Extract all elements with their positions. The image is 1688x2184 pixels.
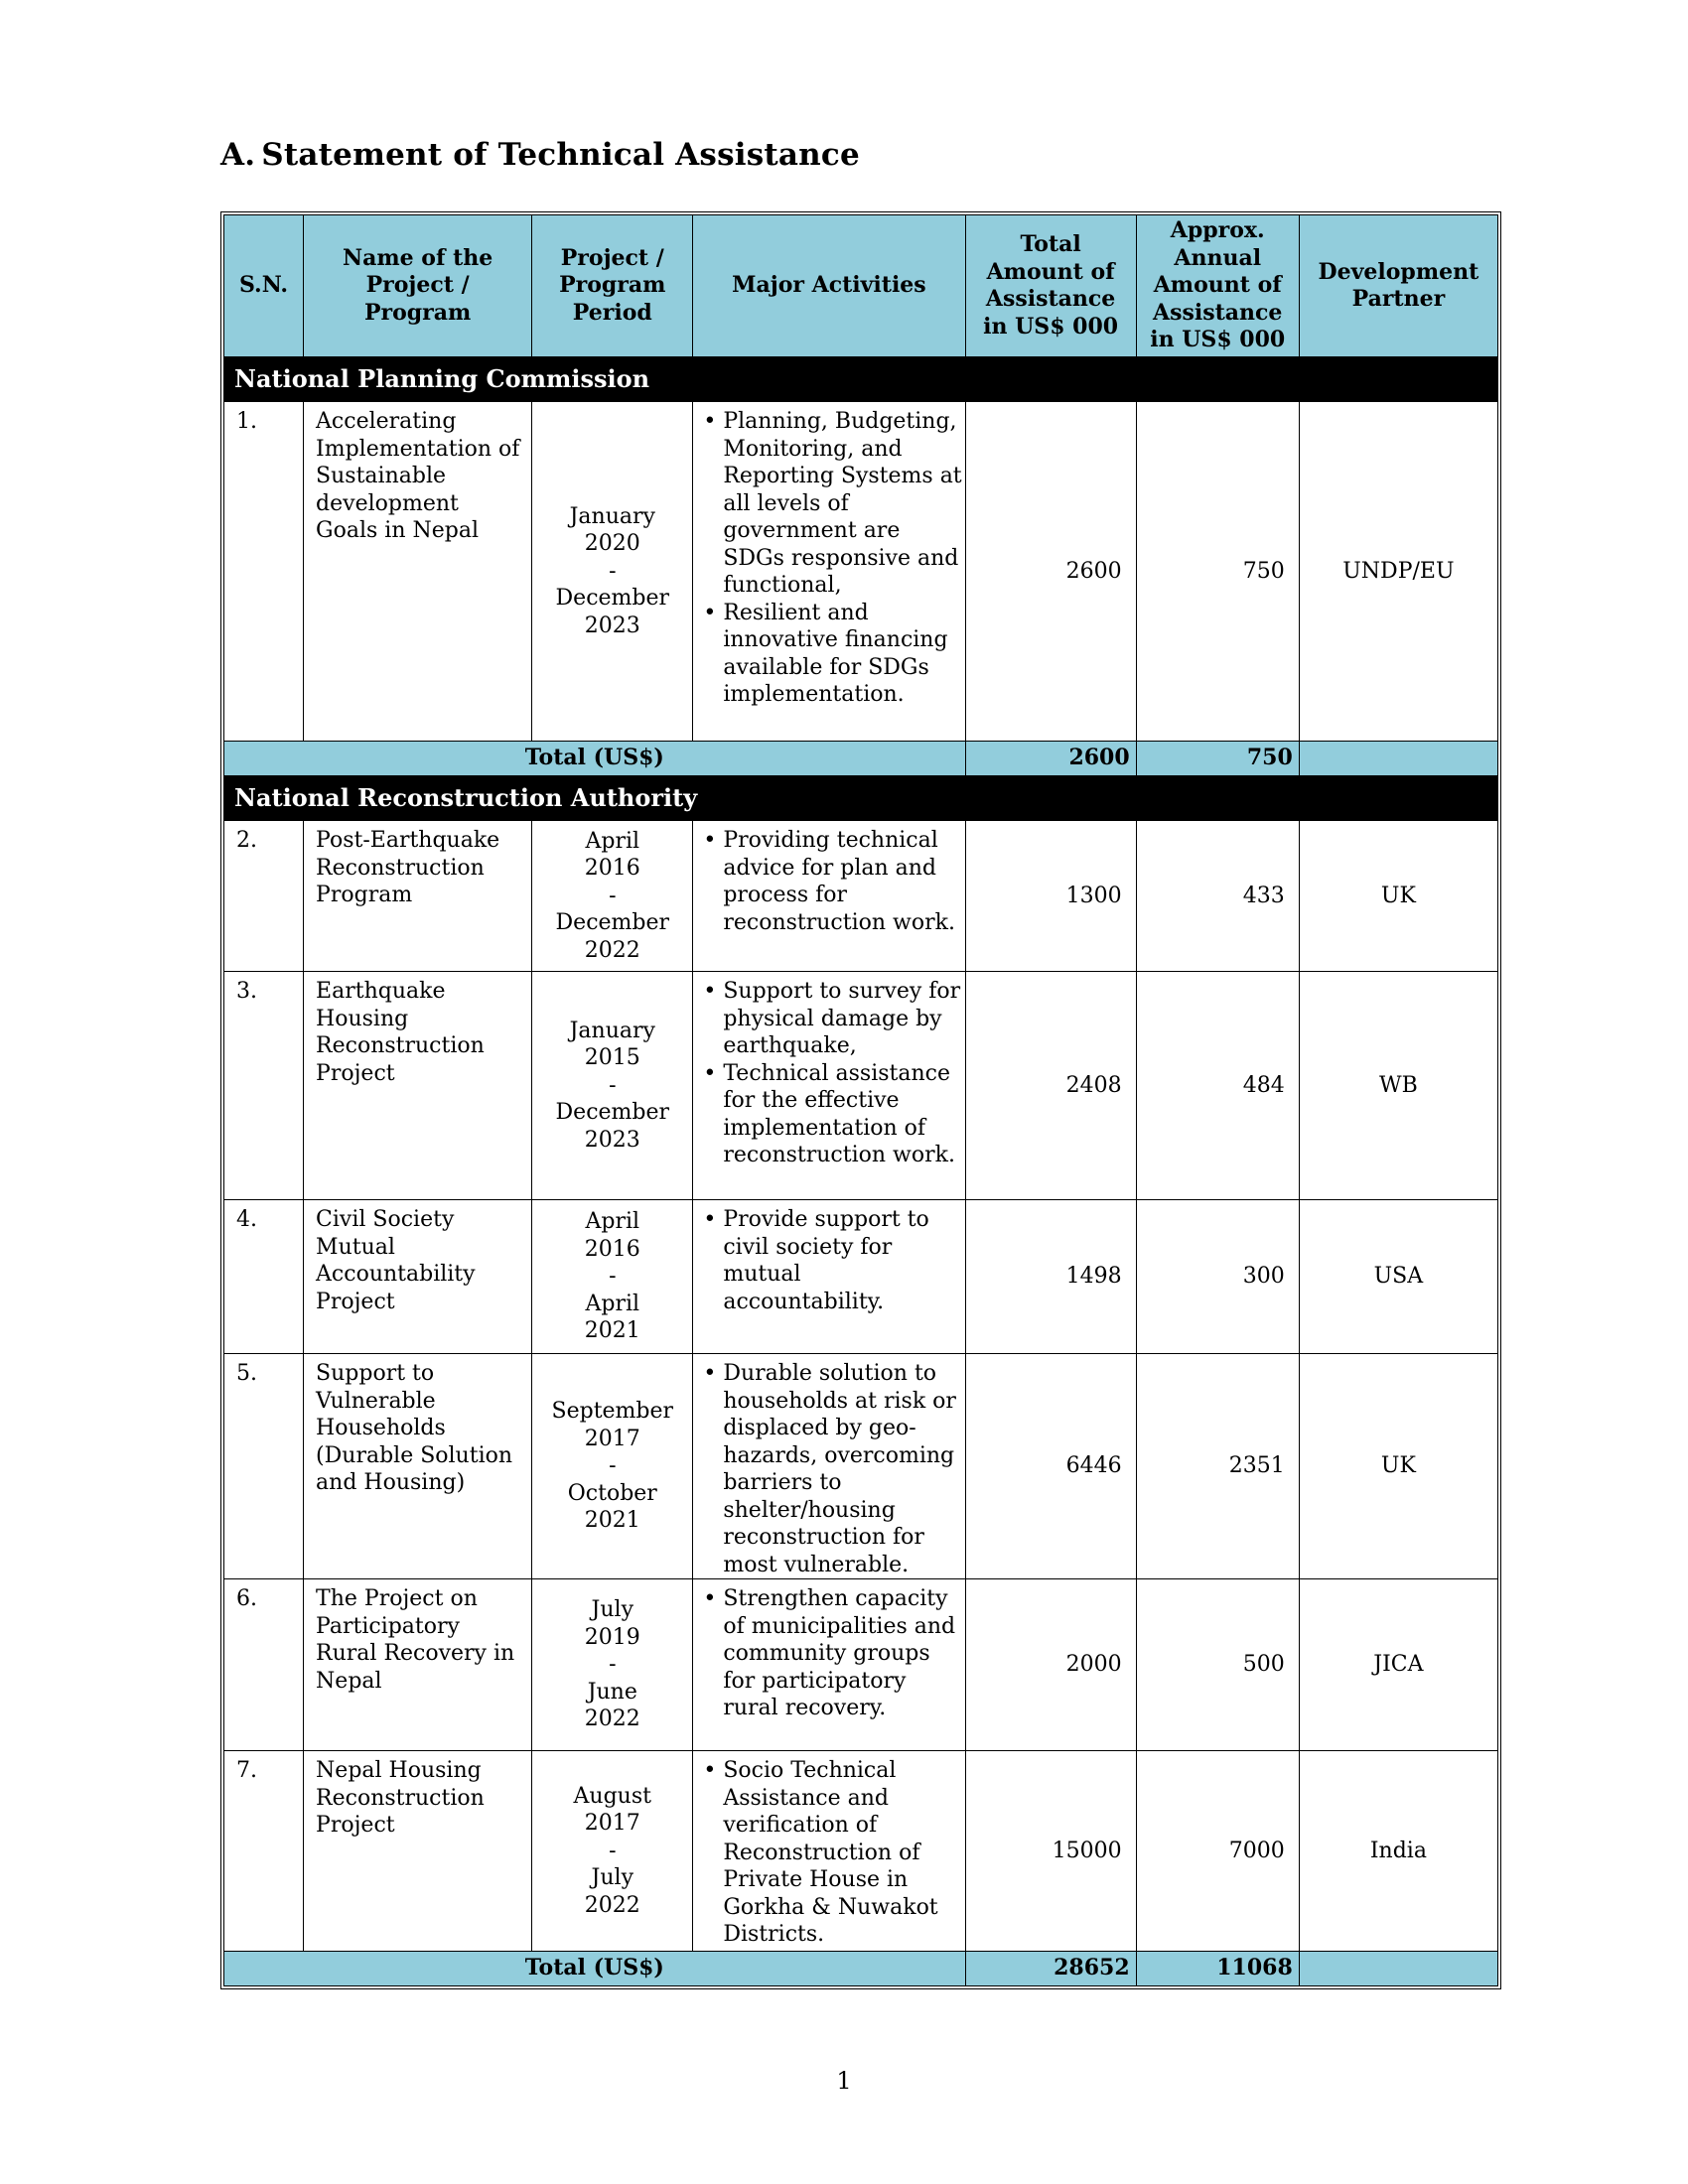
period-line: 2023 — [584, 1127, 640, 1153]
technical-assistance-table-frame — [220, 211, 1501, 1989]
activity-item: • Planning, Budgeting, Monitoring, and Reporting Systems at all levels of government are SDGs responsive and functional, — [701, 408, 964, 600]
period-line: January — [569, 503, 655, 529]
col-header-total: Total Amount of Assistance in US$ 000 — [965, 215, 1136, 357]
major-activities — [693, 972, 965, 1200]
activities-list — [701, 1585, 964, 1722]
project-period — [532, 972, 693, 1200]
section-total-amount: 2600 — [965, 742, 1136, 776]
section-title: National Reconstruction Authority — [224, 776, 1498, 821]
period-line: 2021 — [584, 1508, 640, 1534]
table-row — [224, 1354, 1498, 1579]
period-line: January — [569, 1018, 655, 1043]
total-row — [224, 742, 1498, 776]
period-line: June — [587, 1679, 637, 1705]
period-line: April — [585, 1291, 640, 1316]
total-amount: 15000 — [965, 1751, 1136, 1952]
table-row — [224, 1751, 1498, 1952]
table-row — [224, 821, 1498, 972]
total-amount: 2600 — [965, 402, 1136, 742]
development-partner: JICA — [1299, 1579, 1497, 1751]
serial-number: 2. — [224, 821, 304, 972]
period-line: 2020 — [584, 531, 640, 557]
activity-item: • Support to survey for physical damage by earthquake, — [701, 978, 964, 1060]
col-header-name: Name of the Project / Program — [304, 215, 532, 357]
period-line: August — [573, 1783, 651, 1809]
serial-number: 5. — [224, 1354, 304, 1579]
total-partner-empty — [1299, 1952, 1497, 1986]
col-header-period: Project / Program Period — [532, 215, 693, 357]
serial-number: 4. — [224, 1200, 304, 1354]
activity-item: • Providing technical advice for plan and process for reconstruction work. — [701, 827, 964, 936]
period-line: 2022 — [584, 1706, 640, 1732]
annual-amount: 750 — [1136, 402, 1299, 742]
total-amount: 2408 — [965, 972, 1136, 1200]
table-body — [224, 357, 1498, 1986]
major-activities — [693, 1579, 965, 1751]
activity-item: • Technical assistance for the effective implementation of reconstruction work. — [701, 1060, 964, 1169]
development-partner: India — [1299, 1751, 1497, 1952]
section-total-amount: 28652 — [965, 1952, 1136, 1986]
period-line: April — [585, 1209, 640, 1235]
activity-item: • Socio Technical Assistance and verification of Reconstruction of Private House in Gorkha & Nuwakot Districts. — [701, 1757, 964, 1949]
period-line: 2017 — [584, 1811, 640, 1837]
table-row — [224, 972, 1498, 1200]
section-title: National Planning Commission — [224, 357, 1498, 402]
serial-number: 7. — [224, 1751, 304, 1952]
total-label: Total (US$) — [224, 742, 966, 776]
section-row — [224, 776, 1498, 821]
annual-amount: 7000 — [1136, 1751, 1299, 1952]
total-amount: 2000 — [965, 1579, 1136, 1751]
total-row — [224, 1952, 1498, 1986]
total-amount: 1498 — [965, 1200, 1136, 1354]
activities-list — [701, 1360, 964, 1578]
major-activities — [693, 1200, 965, 1354]
major-activities — [693, 402, 965, 742]
section-title: Statement of Technical Assistance — [261, 137, 860, 173]
serial-number: 6. — [224, 1579, 304, 1751]
activities-list — [701, 827, 964, 936]
period-line: July — [591, 1865, 633, 1891]
section-letter: A. — [220, 137, 256, 173]
period-line: 2015 — [584, 1045, 640, 1071]
development-partner: UNDP/EU — [1299, 402, 1497, 742]
major-activities — [693, 1751, 965, 1952]
header-row — [224, 215, 1498, 357]
development-partner: UK — [1299, 1354, 1497, 1579]
project-period — [532, 1579, 693, 1751]
col-header-annual: Approx. Annual Amount of Assistance in US$ 000 — [1136, 215, 1299, 357]
activity-item: • Durable solution to households at risk or displaced by geo-hazards, overcoming barriers to shelter/housing reconstruction for most vulnerable. — [701, 1360, 964, 1578]
project-period — [532, 1200, 693, 1354]
technical-assistance-table — [223, 214, 1498, 1986]
period-line: - — [609, 1072, 617, 1098]
period-line: 2022 — [584, 1892, 640, 1918]
period-line: October — [567, 1480, 657, 1506]
project-name: Earthquake Housing Reconstruction Project — [304, 972, 532, 1200]
project-name: Nepal Housing Reconstruction Project — [304, 1751, 532, 1952]
col-header-activities: Major Activities — [693, 215, 965, 357]
section-row — [224, 357, 1498, 402]
activities-list — [701, 1757, 964, 1949]
serial-number: 3. — [224, 972, 304, 1200]
development-partner: UK — [1299, 821, 1497, 972]
table-row — [224, 1579, 1498, 1751]
activity-item: • Resilient and innovative financing available for SDGs implementation. — [701, 600, 964, 709]
period-line: - — [609, 558, 617, 584]
total-amount: 6446 — [965, 1354, 1136, 1579]
period-line: - — [609, 1453, 617, 1479]
project-period — [532, 821, 693, 972]
annual-amount: 2351 — [1136, 1354, 1299, 1579]
period-line: December — [555, 910, 670, 936]
total-label: Total (US$) — [224, 1952, 966, 1986]
annual-amount: 500 — [1136, 1579, 1299, 1751]
period-line: - — [609, 1838, 617, 1863]
total-partner-empty — [1299, 742, 1497, 776]
page-title — [220, 137, 860, 173]
development-partner: USA — [1299, 1200, 1497, 1354]
major-activities — [693, 1354, 965, 1579]
activities-list — [701, 1206, 964, 1315]
development-partner: WB — [1299, 972, 1497, 1200]
period-line: - — [609, 1652, 617, 1678]
period-line: April — [585, 828, 640, 854]
project-name: Support to Vulnerable Households (Durable Solution and Housing) — [304, 1354, 532, 1579]
period-line: 2016 — [584, 856, 640, 882]
period-line: 2016 — [584, 1236, 640, 1262]
annual-amount: 484 — [1136, 972, 1299, 1200]
col-header-partner: Development Partner — [1299, 215, 1497, 357]
project-name: Accelerating Implementation of Sustainable development Goals in Nepal — [304, 402, 532, 742]
annual-amount: 300 — [1136, 1200, 1299, 1354]
project-period — [532, 402, 693, 742]
project-period — [532, 1751, 693, 1952]
activity-item: • Strengthen capacity of municipalities and community groups for participatory rural recovery. — [701, 1585, 964, 1722]
table-row — [224, 1200, 1498, 1354]
project-period — [532, 1354, 693, 1579]
serial-number: 1. — [224, 402, 304, 742]
total-amount: 1300 — [965, 821, 1136, 972]
period-line: September — [551, 1399, 674, 1425]
section-annual-amount: 750 — [1136, 742, 1299, 776]
section-annual-amount: 11068 — [1136, 1952, 1299, 1986]
period-line: 2019 — [584, 1624, 640, 1650]
period-line: 2021 — [584, 1318, 640, 1344]
period-line: 2017 — [584, 1426, 640, 1451]
col-header-sn: S.N. — [224, 215, 304, 357]
table-row — [224, 402, 1498, 742]
period-line: December — [555, 586, 670, 612]
project-name: Civil Society Mutual Accountability Project — [304, 1200, 532, 1354]
annual-amount: 433 — [1136, 821, 1299, 972]
period-line: December — [555, 1100, 670, 1126]
period-line: July — [591, 1597, 633, 1623]
period-line: 2022 — [584, 937, 640, 963]
activities-list — [701, 408, 964, 709]
major-activities — [693, 821, 965, 972]
project-name: The Project on Participatory Rural Recovery in Nepal — [304, 1579, 532, 1751]
activities-list — [701, 978, 964, 1169]
page-number: 1 — [836, 2067, 852, 2095]
period-line: 2023 — [584, 613, 640, 638]
period-line: - — [609, 883, 617, 908]
period-line: - — [609, 1264, 617, 1290]
project-name: Post-Earthquake Reconstruction Program — [304, 821, 532, 972]
activity-item: • Provide support to civil society for mutual accountability. — [701, 1206, 964, 1315]
